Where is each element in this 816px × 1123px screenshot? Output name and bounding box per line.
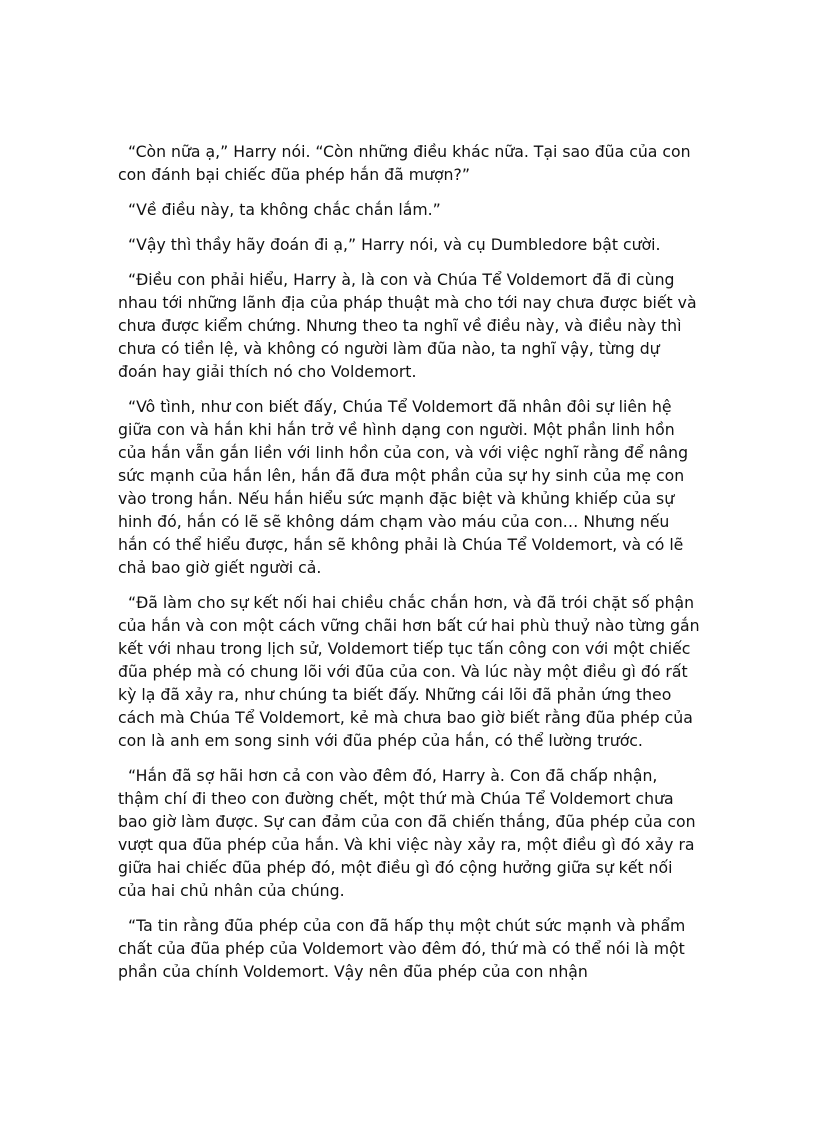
- paragraph: “Về điều này, ta không chắc chắn lắm.”: [128, 200, 441, 219]
- paragraph: “Vô tình, như con biết đấy, Chúa Tể Voldemort đã nhân đôi sự liên hệ giữa con và hắn khi hắn trở về hình dạng con người. Một phần linh hồn của hắn vẫn gắn liền với linh hồn của con, và với việc nghĩ rằng để nâng sức mạnh của hắn lên, hắn đã đưa một phần của sự hy sinh của mẹ con vào trong hắn. Nếu hắn hiểu sức mạnh đặc biệt và khủng khiếp của sự hinh đó, hắn có lẽ sẽ không dám chạm vào máu của con… Nhưng nếu hắn có thể hiểu được, hắn sẽ không phải là Chúa Tể Voldemort, và có lẽ chả bao giờ giết người cả.: [118, 397, 689, 577]
- body-text: [118, 140, 700, 995]
- paragraph: “Vậy thì thầy hãy đoán đi ạ,” Harry nói, và cụ Dumbledore bật cười.: [128, 235, 661, 254]
- paragraph: “Đã làm cho sự kết nối hai chiều chắc chắn hơn, và đã trói chặt số phận của hắn và con một cách vững chãi hơn bất cứ hai phù thuỷ nào từng gắn kết với nhau trong lịch sử, Voldemort tiếp tục tấn công con với một chiếc đũa phép mà có chung lõi với đũa của con. Và lúc này một điều gì đó rất kỳ lạ đã xảy ra, như chúng ta biết đấy. Những cái lõi đã phản ứng theo cách mà Chúa Tể Voldemort, kẻ mà chưa bao giờ biết rằng đũa phép của con là anh em song sinh với đũa phép của hắn, có thể lường trước.: [118, 593, 700, 750]
- paragraph: “Còn nữa ạ,” Harry nói. “Còn những điều khác nữa. Tại sao đũa của con con đánh bại chiếc đũa phép hắn đã mượn?”: [118, 142, 691, 184]
- paragraph: “Điều con phải hiểu, Harry à, là con và Chúa Tể Voldemort đã đi cùng nhau tới những lãnh địa của pháp thuật mà cho tới nay chưa được biết và chưa được kiểm chứng. Nhưng theo ta nghĩ về điều này, và điều này thì chưa có tiền lệ, và không có người làm đũa nào, ta nghĩ vậy, từng dự đoán hay giải thích nó cho Voldemort.: [118, 270, 697, 381]
- paragraph: “Hắn đã sợ hãi hơn cả con vào đêm đó, Harry à. Con đã chấp nhận, thậm chí đi theo con đường chết, một thứ mà Chúa Tể Voldemort chưa bao giờ làm được. Sự can đảm của con đã chiến thắng, đũa phép của con vượt qua đũa phép của hắn. Và khi việc này xảy ra, một điều gì đó xảy ra giữa hai chiếc đũa phép đó, một điều gì đó cộng hưởng giữa sự kết nối của hai chủ nhân của chúng.: [118, 766, 696, 900]
- paragraph: “Ta tin rằng đũa phép của con đã hấp thụ một chút sức mạnh và phẩm chất của đũa phép của Voldemort vào đêm đó, thứ mà có thể nói là một phần của chính Voldemort. Vậy nên đũa phép của con nhận: [118, 916, 686, 981]
